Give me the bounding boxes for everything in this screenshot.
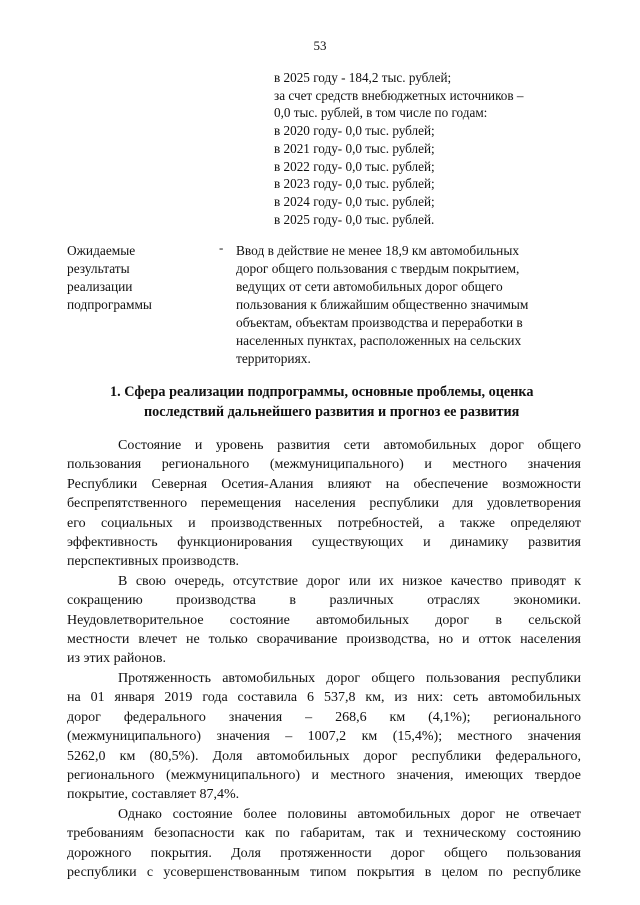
funding-line: в 2025 году - 184,2 тыс. рублей; (274, 70, 452, 85)
label-line: реализации (67, 279, 133, 294)
paragraph-line: его социальных и производственных потребностей, а также определяют (67, 515, 581, 531)
heading-line: последствий дальнейшего развития и прогноз ее развития (144, 403, 520, 420)
paragraph-line: 5262,0 км (80,5%). Доля автомобильных дорог республики федерального, (67, 748, 581, 764)
expected-results-text (236, 242, 572, 368)
funding-line: в 2025 году- 0,0 тыс. рублей. (274, 211, 435, 227)
paragraph-line: покрытие, составляет 87,4%. (67, 787, 240, 803)
paragraph-line: пользования регионального (межмуниципального) и местного значения (67, 457, 581, 473)
funding-line: в 2024 году- 0,0 тыс. рублей; (274, 193, 435, 209)
paragraph-line: Республики Северная Осетия-Алания влияют на обеспечение возможности (67, 476, 581, 492)
label-line: Ожидаемые (67, 243, 136, 258)
paragraph-line: Состояние и уровень развития сети автомобильных дорог общего (118, 438, 581, 453)
body-text (67, 436, 581, 882)
paragraph-line: регионального (межмуниципального) и местного значения, имеющих твердое (67, 767, 581, 783)
heading-line: 1. Сфера реализации подпрограммы, основные проблемы, оценка (110, 384, 534, 400)
paragraph-line: беспрепятственного перемещения населения республики для удовлетворения (67, 496, 581, 512)
funding-line: в 2022 году- 0,0 тыс. рублей; (274, 158, 435, 174)
funding-line: за счет средств внебюджетных источников – (274, 87, 524, 103)
paragraph-line: Однако состояние более половины автомобильных дорог не отвечает (118, 806, 581, 822)
results-line: ведущих от сети автомобильных дорог общего (236, 279, 503, 294)
paragraph-line: дорог федерального значения – 268,6 км (4,1%); регионального (67, 709, 581, 725)
paragraph-line: В свою очередь, отсутствие дорог или их низкое качество приводят к (118, 573, 581, 589)
paragraph-line: местности влечет не только сворачивание производства, но и отток населения (67, 632, 581, 648)
results-line: населенных пунктах, расположенных на сельских (236, 333, 522, 348)
paragraph-line: (межмуниципального) значения – 1007,2 км (15,4%); местного значения (67, 729, 581, 745)
results-dash: - (219, 240, 224, 255)
results-line: дорог общего пользования с твердым покрытием, (236, 261, 520, 276)
results-line: объектам, объектам производства и переработки в (236, 315, 523, 330)
paragraph-line: сокращению производства в различных отраслях экономики. (67, 593, 581, 609)
paragraph-line: перспективных производств. (67, 554, 240, 570)
funding-lines (274, 69, 594, 228)
section-heading (110, 383, 580, 422)
paragraph-line: дорожного покрытия. Доля протяженности дорог общего пользования (67, 845, 581, 861)
paragraph-line: требованиям безопасности как по габаритам, так и техническому состоянию (67, 826, 581, 842)
paragraph-line: эффективность функционирования существующих и динамику развития (67, 535, 581, 551)
paragraph-line: республики с усовершенствованным типом покрытия в целом по республике (67, 864, 581, 880)
funding-line: в 2021 году- 0,0 тыс. рублей; (274, 140, 435, 156)
label-line: результаты (67, 261, 130, 276)
results-line: пользования к ближайшим общественно значимым (236, 297, 529, 312)
results-line: Ввод в действие не менее 18,9 км автомобильных (236, 243, 520, 258)
funding-line: в 2023 году- 0,0 тыс. рублей; (274, 176, 435, 192)
page-number: 53 (313, 38, 327, 53)
funding-line: 0,0 тыс. рублей, в том числе по годам: (274, 105, 488, 121)
results-line: территориях. (236, 351, 311, 366)
paragraph-line: на 01 января 2019 года составила 6 537,8 км, из них: сеть автомобильных (67, 690, 581, 706)
paragraph-line: Неудовлетворительное состояние автомобильных дорог в сельской (67, 612, 581, 628)
paragraph-line: из этих районов. (67, 651, 166, 667)
funding-line: в 2020 году- 0,0 тыс. рублей; (274, 123, 435, 139)
paragraph-line: Протяженность автомобильных дорог общего пользования республики (118, 670, 581, 686)
expected-results-label (67, 242, 217, 314)
label-line: подпрограммы (67, 297, 152, 312)
